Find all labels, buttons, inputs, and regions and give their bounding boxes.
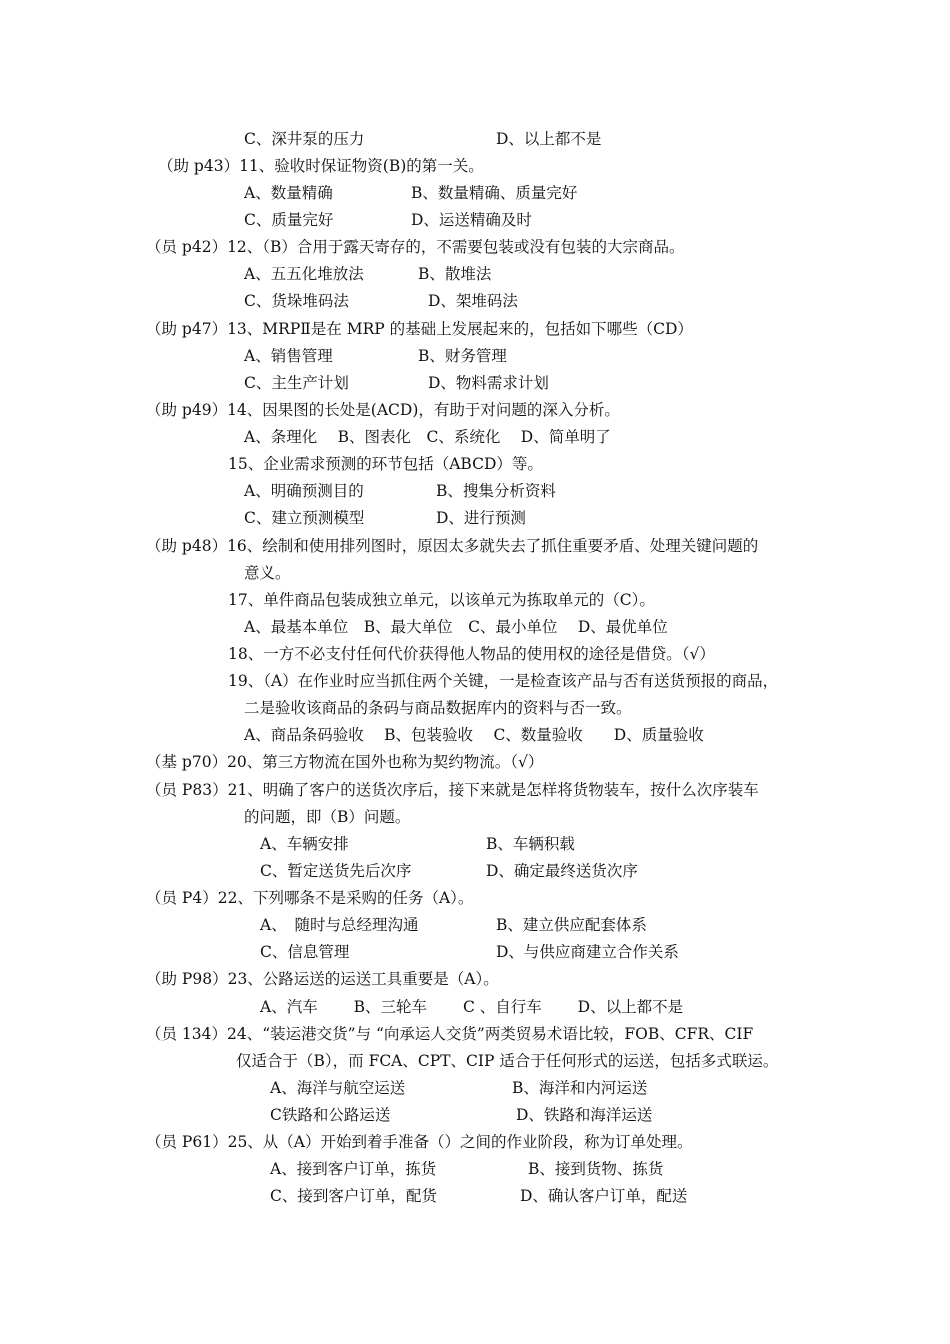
q13-option-b: B、财务管理 [418,347,507,365]
q10-option-c: C、深井泵的压力 [244,130,365,148]
question-15: 15、企业需求预测的环节包括（ABCD）等。 [228,455,543,473]
q12-option-c: C、货垛堆码法 [244,292,349,310]
q10-option-d: D、以上都不是 [496,130,602,148]
question-12: （员 p42）12、（B）合用于露天寄存的，不需要包装或没有包装的大宗商品。 [146,238,685,256]
question-18: 18、一方不必支付任何代价获得他人物品的使用权的途径是借贷。（√） [228,645,715,663]
question-20: （基 p70）20、第三方物流在国外也称为契约物流。（√） [146,753,544,771]
q22-option-a: A、 随时与总经理沟通 [260,916,419,934]
question-25: （员 P61）25、从（A）开始到着手准备（）之间的作业阶段，称为订单处理。 [146,1133,693,1151]
q15-option-c: C、建立预测模型 [244,509,365,527]
q12-option-b: B、散堆法 [418,265,492,283]
q21-option-c: C、暂定送货先后次序 [260,862,412,880]
q14-options: A、条理化 B、图表化 C、系统化 D、简单明了 [244,428,611,446]
q11-option-a: A、数量精确 [244,184,333,202]
q11-option-d: D、运送精确及时 [411,211,532,229]
q13-option-c: C、主生产计划 [244,374,349,392]
q24-option-a: A、海洋与航空运送 [270,1079,406,1097]
q24-option-d: D、铁路和海洋运送 [516,1106,653,1124]
q21-option-b: B、车辆积载 [486,835,575,853]
q22-option-b: B、建立供应配套体系 [496,916,647,934]
q21-option-d: D、确定最终送货次序 [486,862,638,880]
question-17: 17、单件商品包装成独立单元，以该单元为拣取单元的（C）。 [228,591,655,609]
q15-option-d: D、进行预测 [436,509,526,527]
q24-option-b: B、海洋和内河运送 [512,1079,648,1097]
q22-option-d: D、与供应商建立合作关系 [496,943,679,961]
q12-option-a: A、五五化堆放法 [244,265,364,283]
question-24-cont: 仅适合于（B），而 FCA、CPT、CIP 适合于任何形式的运送，包括多式联运。 [236,1052,779,1070]
q25-option-b: B、接到货物、拣货 [528,1160,664,1178]
q24-option-c: C铁路和公路运送 [270,1106,391,1124]
q12-option-d: D、架堆码法 [428,292,518,310]
q11-option-c: C、质量完好 [244,211,334,229]
question-23: （助 P98）23、公路运送的运送工具重要是（A）。 [146,970,499,988]
question-16-cont: 意义。 [244,564,291,582]
question-16: （助 p48）16、绘制和使用排列图时，原因太多就失去了抓住重要矛盾、处理关键问题的 [146,537,759,555]
q13-option-d: D、物料需求计划 [428,374,549,392]
q17-options: A、最基本单位 B、最大单位 C、最小单位 D、最优单位 [244,618,668,636]
q15-option-a: A、明确预测目的 [244,482,364,500]
q13-option-a: A、销售管理 [244,347,333,365]
question-24: （员 134）24、“装运港交货”与 “向承运人交货”两类贸易术语比较，FOB、CFR、CIF [146,1025,754,1043]
q25-option-d: D、确认客户订单，配送 [520,1187,688,1205]
q11-option-b: B、数量精确、质量完好 [411,184,578,202]
question-19: 19、（A）在作业时应当抓住两个关键，一是检查该产品与否有送货预报的商品， [228,672,779,690]
question-11: （助 p43）11、验收时保证物资(B)的第一关。 [158,157,484,175]
question-13: （助 p47）13、MRPⅡ是在 MRP 的基础上发展起来的，包括如下哪些（CD） [146,320,693,338]
q25-option-a: A、接到客户订单，拣货 [270,1160,437,1178]
question-21-cont: 的问题，即（B）问题。 [244,808,411,826]
q15-option-b: B、搜集分析资料 [436,482,556,500]
question-21: （员 P83）21、明确了客户的送货次序后，接下来就是怎样将货物装车，按什么次序装车 [146,781,759,799]
q21-option-a: A、车辆安排 [260,835,349,853]
q25-option-c: C、接到客户订单，配货 [270,1187,437,1205]
question-19-cont: 二是验收该商品的条码与商品数据库内的资料与否一致。 [244,699,632,717]
q23-options: A、汽车 B、三轮车 C 、自行车 D、以上都不是 [260,998,684,1016]
question-22: （员 P4）22、下列哪条不是采购的任务（A）。 [146,889,474,907]
q19-options: A、商品条码验收 B、包装验收 C、数量验收 D、质量验收 [244,726,704,744]
q22-option-c: C、信息管理 [260,943,350,961]
question-14: （助 p49）14、因果图的长处是(ACD)，有助于对问题的深入分析。 [146,401,620,419]
